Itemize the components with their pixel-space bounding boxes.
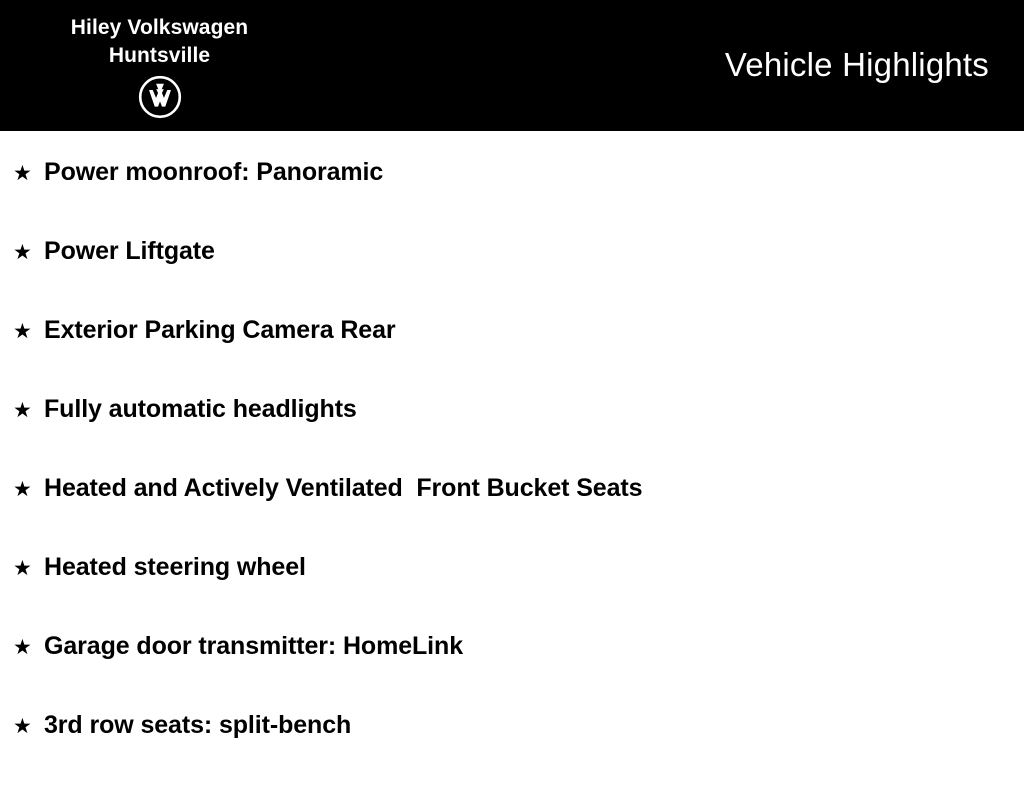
highlight-label: Heated and Actively Ventilated Front Bucket Seats	[44, 474, 643, 502]
list-item	[0, 631, 1024, 710]
page-title: Vehicle Highlights	[724, 46, 989, 83]
star-bullet-icon: ★	[13, 714, 32, 738]
highlight-label: Garage door transmitter: HomeLink	[44, 632, 464, 660]
star-bullet-icon: ★	[13, 477, 32, 501]
list-item	[0, 315, 1024, 394]
star-bullet-icon: ★	[13, 240, 32, 264]
highlight-label: Exterior Parking Camera Rear	[44, 316, 396, 344]
dealer-name-line-2: Huntsville	[108, 44, 211, 67]
star-bullet-icon: ★	[13, 398, 32, 422]
slide-header	[0, 0, 1024, 131]
highlight-label: Heated steering wheel	[44, 553, 306, 581]
highlight-label: Power moonroof: Panoramic	[44, 158, 384, 186]
list-item	[0, 473, 1024, 552]
list-item	[0, 552, 1024, 631]
volkswagen-logo-icon	[138, 75, 182, 119]
highlight-label: 3rd row seats: split-bench	[44, 711, 352, 739]
list-item	[0, 236, 1024, 315]
list-item	[0, 157, 1024, 236]
list-item	[0, 710, 1024, 789]
list-item	[0, 394, 1024, 473]
star-bullet-icon: ★	[13, 161, 32, 185]
star-bullet-icon: ★	[13, 556, 32, 580]
dealer-brand	[57, 14, 262, 119]
star-bullet-icon: ★	[13, 635, 32, 659]
dealer-name-line-1: Hiley Volkswagen	[70, 16, 249, 39]
vehicle-highlights-list	[0, 131, 1024, 768]
star-bullet-icon: ★	[13, 319, 32, 343]
highlight-label: Power Liftgate	[44, 237, 215, 265]
highlight-label: Fully automatic headlights	[44, 395, 357, 423]
